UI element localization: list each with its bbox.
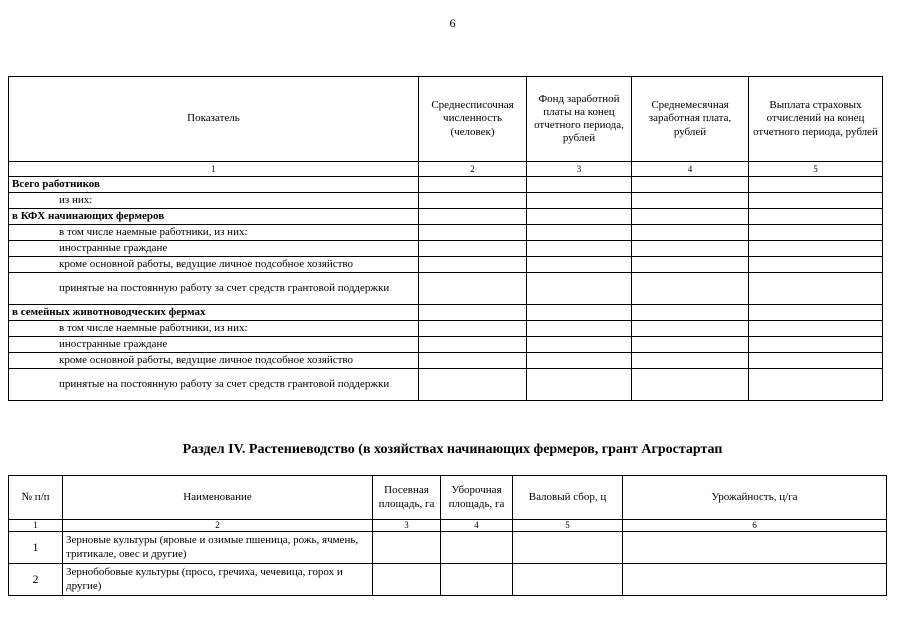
- cell-avg-monthly-salary[interactable]: [632, 193, 749, 209]
- cell-payroll-fund[interactable]: [527, 369, 632, 401]
- table-row: [9, 369, 883, 401]
- column-numbers-row: [9, 520, 887, 532]
- cell-avg-monthly-salary[interactable]: [632, 225, 749, 241]
- cell-avg-headcount[interactable]: [419, 257, 527, 273]
- row-label: иностранные граждане: [9, 337, 419, 353]
- column-number: 2: [419, 162, 527, 177]
- cell-avg-headcount[interactable]: [419, 209, 527, 225]
- cell-avg-headcount[interactable]: [419, 177, 527, 193]
- table-row: [9, 257, 883, 273]
- cell-insurance-payments[interactable]: [749, 241, 883, 257]
- column-header-gross-yield: Валовый сбор, ц: [513, 476, 623, 520]
- cell-sown-area[interactable]: [373, 564, 441, 596]
- cell-harvested-area[interactable]: [441, 564, 513, 596]
- cell-payroll-fund[interactable]: [527, 273, 632, 305]
- row-label: принятые на постоянную работу за счет средств грантовой поддержки: [9, 273, 419, 305]
- cell-gross-yield[interactable]: [513, 532, 623, 564]
- cell-insurance-payments[interactable]: [749, 273, 883, 305]
- column-header-insurance-payments: Выплата страховых отчислений на конец отчетного периода, рублей: [749, 77, 883, 162]
- cell-avg-monthly-salary[interactable]: [632, 305, 749, 321]
- row-label: в семейных животноводческих фермах: [9, 305, 419, 321]
- cell-avg-monthly-salary[interactable]: [632, 257, 749, 273]
- column-header-avg-monthly-salary: Среднемесячная заработная плата, рублей: [632, 77, 749, 162]
- table-row: [9, 321, 883, 337]
- table-header-row: [9, 77, 883, 162]
- row-name: Зернобобовые культуры (просо, гречиха, чечевица, горох и другие): [63, 564, 373, 596]
- cell-avg-monthly-salary[interactable]: [632, 177, 749, 193]
- table-row: [9, 305, 883, 321]
- column-header-sown-area: Посевная площадь, га: [373, 476, 441, 520]
- cell-insurance-payments[interactable]: [749, 257, 883, 273]
- cell-payroll-fund[interactable]: [527, 337, 632, 353]
- cell-avg-headcount[interactable]: [419, 305, 527, 321]
- cell-avg-monthly-salary[interactable]: [632, 337, 749, 353]
- column-number: 5: [749, 162, 883, 177]
- column-number: 1: [9, 520, 63, 532]
- row-number: 1: [9, 532, 63, 564]
- cell-avg-monthly-salary[interactable]: [632, 209, 749, 225]
- column-numbers-row: [9, 162, 883, 177]
- cell-payroll-fund[interactable]: [527, 305, 632, 321]
- column-number: 5: [513, 520, 623, 532]
- row-label: иностранные граждане: [9, 241, 419, 257]
- cell-insurance-payments[interactable]: [749, 225, 883, 241]
- cell-avg-headcount[interactable]: [419, 321, 527, 337]
- cell-insurance-payments[interactable]: [749, 321, 883, 337]
- table-row: [9, 337, 883, 353]
- table-row: [9, 353, 883, 369]
- cell-payroll-fund[interactable]: [527, 353, 632, 369]
- row-label: в том числе наемные работники, из них:: [9, 225, 419, 241]
- cell-insurance-payments[interactable]: [749, 193, 883, 209]
- cell-avg-headcount[interactable]: [419, 241, 527, 257]
- column-header-productivity: Урожайность, ц/га: [623, 476, 887, 520]
- cell-payroll-fund[interactable]: [527, 241, 632, 257]
- cell-gross-yield[interactable]: [513, 564, 623, 596]
- row-label: из них:: [9, 193, 419, 209]
- table-row: [9, 564, 887, 596]
- cell-avg-monthly-salary[interactable]: [632, 241, 749, 257]
- section-title: Раздел IV. Растениеводство (в хозяйствах начинающих фермеров, грант Агростартап: [182, 442, 723, 457]
- cell-insurance-payments[interactable]: [749, 305, 883, 321]
- cell-avg-monthly-salary[interactable]: [632, 369, 749, 401]
- row-number: 2: [9, 564, 63, 596]
- cell-avg-monthly-salary[interactable]: [632, 321, 749, 337]
- column-number: 3: [527, 162, 632, 177]
- table-row: [9, 225, 883, 241]
- cell-productivity[interactable]: [623, 532, 887, 564]
- cell-insurance-payments[interactable]: [749, 337, 883, 353]
- cell-avg-monthly-salary[interactable]: [632, 353, 749, 369]
- column-header-row-number: № п/п: [9, 476, 63, 520]
- cell-avg-headcount[interactable]: [419, 353, 527, 369]
- cell-avg-monthly-salary[interactable]: [632, 273, 749, 305]
- cell-payroll-fund[interactable]: [527, 193, 632, 209]
- column-header-harvested-area: Уборочная площадь, га: [441, 476, 513, 520]
- cell-payroll-fund[interactable]: [527, 177, 632, 193]
- column-header-avg-headcount: Среднесписочная численность (человек): [419, 77, 527, 162]
- column-header-payroll-fund: Фонд заработной платы на конец отчетного периода, рублей: [527, 77, 632, 162]
- cell-payroll-fund[interactable]: [527, 225, 632, 241]
- cell-insurance-payments[interactable]: [749, 209, 883, 225]
- cell-avg-headcount[interactable]: [419, 369, 527, 401]
- column-number: 4: [441, 520, 513, 532]
- page-number: 6: [449, 16, 456, 30]
- table-row: [9, 532, 887, 564]
- row-label: в том числе наемные работники, из них:: [9, 321, 419, 337]
- cell-payroll-fund[interactable]: [527, 321, 632, 337]
- cell-productivity[interactable]: [623, 564, 887, 596]
- cell-avg-headcount[interactable]: [419, 273, 527, 305]
- table-row: [9, 273, 883, 305]
- cell-payroll-fund[interactable]: [527, 257, 632, 273]
- cell-sown-area[interactable]: [373, 532, 441, 564]
- column-header-indicator: Показатель: [9, 77, 419, 162]
- column-header-name: Наименование: [63, 476, 373, 520]
- row-label: кроме основной работы, ведущие личное подсобное хозяйство: [9, 257, 419, 273]
- cell-avg-headcount[interactable]: [419, 337, 527, 353]
- column-number: 3: [373, 520, 441, 532]
- table-row: [9, 193, 883, 209]
- workers-table: [8, 76, 883, 401]
- row-name: Зерновые культуры (яровые и озимые пшеница, рожь, ячмень, тритикале, овес и другие): [63, 532, 373, 564]
- cell-insurance-payments[interactable]: [749, 353, 883, 369]
- table-header-row: [9, 476, 887, 520]
- table-row: [9, 241, 883, 257]
- cell-insurance-payments[interactable]: [749, 369, 883, 401]
- cell-avg-headcount[interactable]: [419, 225, 527, 241]
- row-label: принятые на постоянную работу за счет средств грантовой поддержки: [9, 369, 419, 401]
- table-row: [9, 177, 883, 193]
- cell-harvested-area[interactable]: [441, 532, 513, 564]
- cell-avg-headcount[interactable]: [419, 193, 527, 209]
- column-number: 2: [63, 520, 373, 532]
- column-number: 1: [9, 162, 419, 177]
- column-number: 4: [632, 162, 749, 177]
- cell-payroll-fund[interactable]: [527, 209, 632, 225]
- cell-insurance-payments[interactable]: [749, 177, 883, 193]
- crop-production-table: [8, 475, 887, 596]
- column-number: 6: [623, 520, 887, 532]
- row-label: в КФХ начинающих фермеров: [9, 209, 419, 225]
- table-row: [9, 209, 883, 225]
- row-label: кроме основной работы, ведущие личное подсобное хозяйство: [9, 353, 419, 369]
- row-label: Всего работников: [9, 177, 419, 193]
